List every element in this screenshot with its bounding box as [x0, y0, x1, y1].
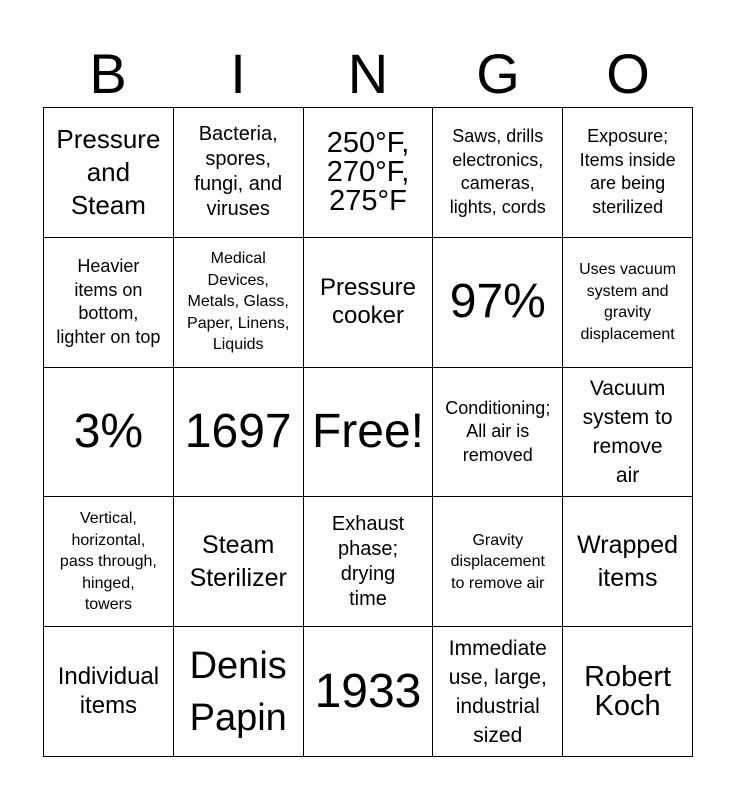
- cell-text: Wrapped items: [577, 530, 679, 592]
- bingo-cell[interactable]: [304, 108, 434, 238]
- bingo-cell[interactable]: [563, 497, 693, 627]
- cell-text: Conditioning; All air is removed: [445, 397, 551, 465]
- cell-text: Vertical, horizontal, pass through, hinged, towers: [59, 510, 157, 614]
- bingo-cell[interactable]: [174, 497, 304, 627]
- bingo-cell[interactable]: [174, 368, 304, 498]
- cell-text: Individual items: [57, 663, 160, 719]
- free-space-cell[interactable]: [304, 368, 434, 498]
- bingo-cell[interactable]: [563, 108, 693, 238]
- cell-text: Immediate use, large, industrial sized: [448, 636, 547, 747]
- bingo-cell[interactable]: [433, 627, 563, 757]
- bingo-header: [43, 42, 693, 106]
- header-letter-n: N: [347, 42, 389, 105]
- bingo-cell[interactable]: [44, 497, 174, 627]
- cell-text: 97%: [449, 275, 546, 329]
- bingo-cell[interactable]: [44, 108, 174, 238]
- header-letter-b: B: [89, 42, 127, 105]
- free-space-text: Free!: [311, 404, 424, 458]
- bingo-cell[interactable]: [304, 238, 434, 368]
- cell-text: Medical Devices, Metals, Glass, Paper, Linens, Liquids: [187, 250, 290, 354]
- bingo-cell[interactable]: [44, 627, 174, 757]
- cell-text: Denis Papin: [189, 644, 287, 739]
- cell-text: 1933: [314, 664, 422, 718]
- bingo-cell[interactable]: [304, 497, 434, 627]
- cell-text: Bacteria, spores, fungi, and viruses: [194, 123, 283, 221]
- cell-text: Exposure; Items inside are being sterilized: [579, 126, 676, 217]
- bingo-cell[interactable]: [433, 238, 563, 368]
- cell-text: Saws, drills electronics, cameras, lights, cords: [449, 126, 546, 217]
- cell-text: Uses vacuum system and gravity displacement: [579, 261, 677, 343]
- header-letter-g: G: [476, 42, 520, 105]
- bingo-cell[interactable]: [433, 108, 563, 238]
- cell-text: Exhaust phase; drying time: [331, 512, 405, 610]
- bingo-board: [43, 107, 693, 757]
- cell-text: Vacuum system to remove air: [582, 376, 673, 487]
- bingo-cell[interactable]: [44, 238, 174, 368]
- bingo-cell[interactable]: [433, 368, 563, 498]
- cell-text: Robert Koch: [584, 660, 672, 722]
- bingo-cell[interactable]: [174, 108, 304, 238]
- bingo-cell[interactable]: [563, 238, 693, 368]
- cell-text: 1697: [184, 404, 292, 458]
- cell-text: Pressure and Steam: [56, 123, 161, 220]
- cell-text: Steam Sterilizer: [189, 530, 287, 592]
- cell-text: Heavier items on bottom, lighter on top: [56, 256, 161, 347]
- header-letter-o: O: [606, 42, 650, 105]
- bingo-cell[interactable]: [174, 238, 304, 368]
- bingo-cell[interactable]: [563, 368, 693, 498]
- bingo-cell[interactable]: [563, 627, 693, 757]
- bingo-cell[interactable]: [174, 627, 304, 757]
- cell-text: Pressure cooker: [319, 273, 417, 330]
- cell-text: 3%: [73, 404, 144, 458]
- bingo-cell[interactable]: [304, 627, 434, 757]
- bingo-cell[interactable]: [433, 497, 563, 627]
- header-letter-i: I: [230, 42, 246, 105]
- bingo-cell[interactable]: [44, 368, 174, 498]
- cell-text: 250°F, 270°F, 275°F: [326, 126, 410, 217]
- cell-text: Gravity displacement to remove air: [450, 531, 545, 592]
